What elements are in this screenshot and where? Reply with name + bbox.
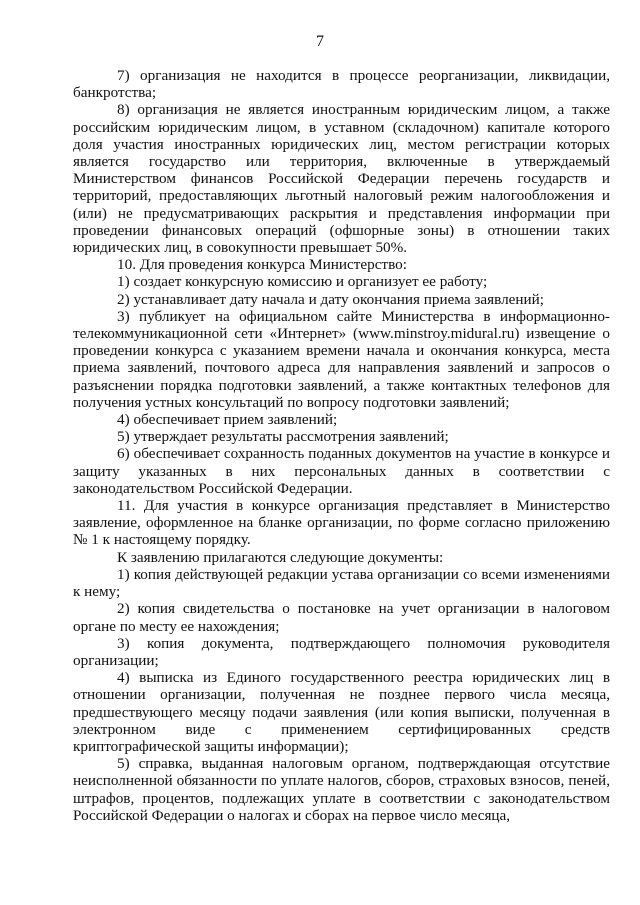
paragraph-10-item-4: 4) обеспечивает прием заявлений;	[117, 411, 338, 429]
paragraph-item-7: 7) организация не находится в процессе реорганизации, ликвидации, банкротства;	[73, 67, 610, 102]
paragraph-attachment-5: 5) справка, выданная налоговым органом, подтверждающая отсутствие неисполненной обязанности по уплате налогов, сборов, страховых взносов, пеней, штрафов, процентов, подлежащих уплате в соответствии с законодательством Российской Федерации о налогах и сборах на первое число месяца,	[73, 755, 610, 824]
paragraph-10-item-1: 1) создает конкурсную комиссию и организует ее работу;	[117, 273, 488, 291]
page-number: 7	[316, 33, 324, 50]
paragraph-10-item-2: 2) устанавливает дату начала и дату окончания приема заявлений;	[117, 290, 544, 308]
paragraph-clause-11: 11. Для участия в конкурсе организация представляет в Министерство заявление, оформленное на бланке организации, по форме согласно приложению № 1 к настоящему порядку.	[73, 497, 610, 549]
paragraph-10-item-3: 3) публикует на официальном сайте Министерства в информационно-телекоммуникационной сети «Интернет» (www.minstroy.midural.ru) извещение о проведении конкурса с указанием времени начала и окончания конкурса, места приема заявлений, почтового адреса для направления заявлений и запросов о разъяснении порядка подготовки заявлений, а также контактных телефонов для получения устных консультаций по вопросу подготовки заявлений;	[73, 307, 610, 411]
paragraph-10-item-5: 5) утверждает результаты рассмотрения заявлений;	[117, 428, 449, 446]
paragraph-attachment-4: 4) выписка из Единого государственного реестра юридических лиц в отношении организации, полученная не позднее первого числа месяца, предшествующего месяцу подачи заявления (или копия выписки, полученная в электронном виде с применением сертифицированных средств криптографической защиты информации);	[73, 669, 610, 755]
paragraph-attachments-intro: К заявлению прилагаются следующие документы:	[117, 548, 444, 566]
paragraph-attachment-2: 2) копия свидетельства о постановке на учет организации в налоговом органе по месту ее нахождения;	[73, 600, 610, 635]
document-body	[73, 67, 610, 824]
paragraph-attachment-1: 1) копия действующей редакции устава организации со всеми изменениями к нему;	[73, 565, 610, 601]
paragraph-item-8: 8) организация не является иностранным юридическим лицом, а также российским юридическим лицом, в уставном (складочном) капитале которого доля участия иностранных юридических лиц, местом регистрации которых является государство или территория, включенные в утверждаемый Министерством финансов Российской Федерации перечень государств и территорий, предоставляющих льготный налоговый режим налогообложения и (или) не предусматривающих раскрытия и представления информации при проведении финансовых операций (офшорные зоны) в отношении таких юридических лиц, в совокупности превышает 50%.	[73, 101, 610, 257]
paragraph-10-item-6: 6) обеспечивает сохранность поданных документов на участие в конкурсе и защиту указанных в них персональных данных в соответствии с законодательством Российской Федерации.	[73, 445, 610, 497]
paragraph-clause-10: 10. Для проведения конкурса Министерство:	[117, 256, 407, 274]
paragraph-attachment-3: 3) копия документа, подтверждающего полномочия руководителя организации;	[73, 634, 610, 669]
